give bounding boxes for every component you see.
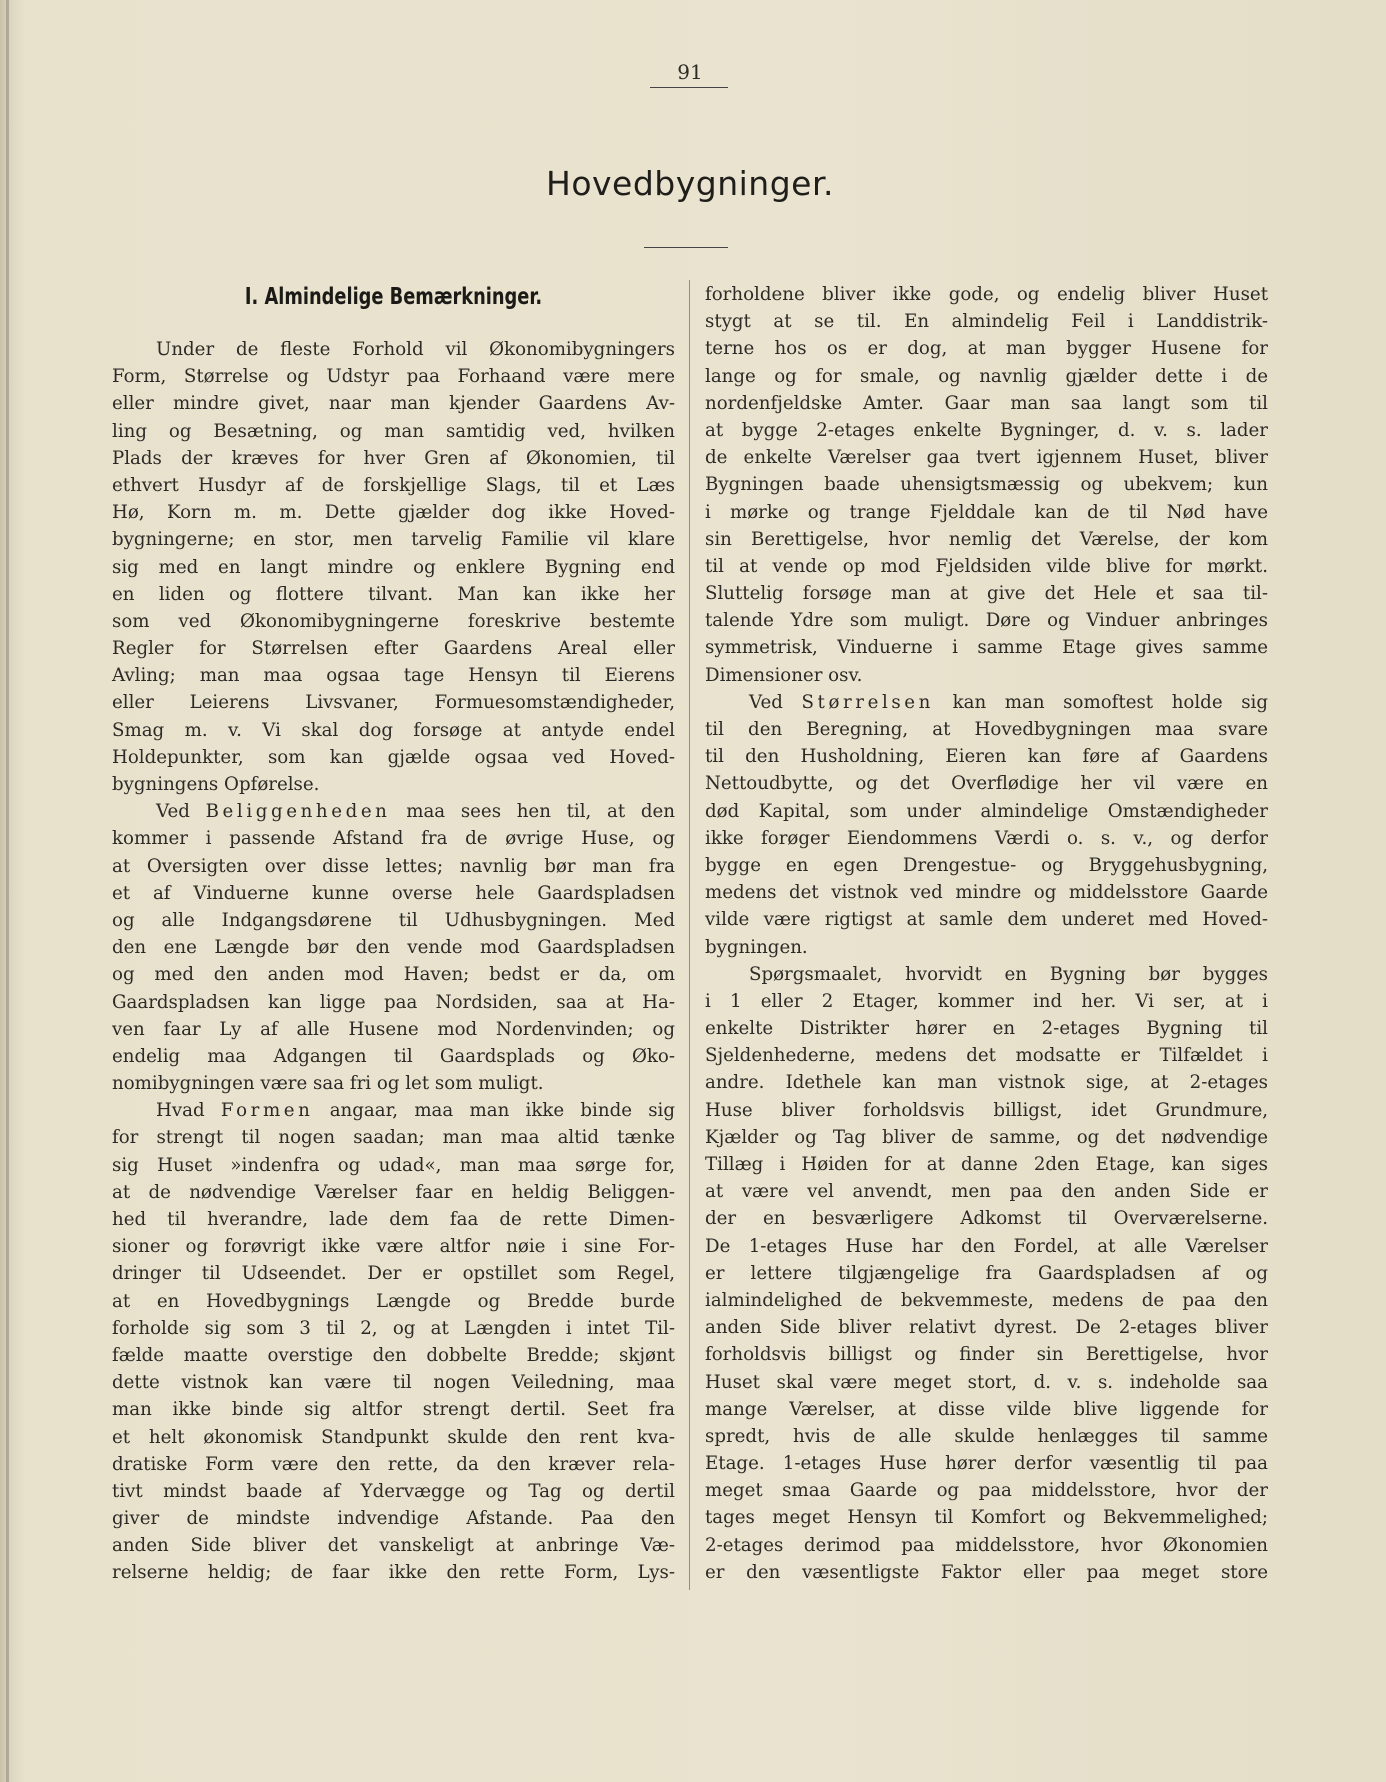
text-line: Tillæg i Høiden for at danne 2den Etage, kan siges	[705, 1154, 1268, 1175]
right-column	[705, 281, 1268, 1586]
text-line: giver de mindste indvendige Afstande. Paa den	[112, 1508, 675, 1530]
text-line: endelig maa Adgangen til Gaardsplads og Øko-	[112, 1045, 675, 1067]
text-line: sioner og forøvrigt ikke være altfor nøie i sine For-	[112, 1236, 675, 1258]
text-line: til den Beregning, at Hovedbygningen maa svare	[705, 719, 1268, 740]
text-line: at en Hovedbygnings Længde og Bredde burde	[112, 1290, 675, 1312]
text-line: man ikke binde sig altfor strengt dertil. Seet fra	[112, 1399, 675, 1421]
text-line: Hø, Korn m. m. Dette gjælder dog ikke Hoved-	[112, 502, 675, 524]
text-line: og alle Indgangsdørene til Udhusbygningen. Med	[112, 909, 675, 931]
text-line: at Oversigten over disse lettes; navnlig bør man fra	[112, 855, 675, 877]
text-line: et helt økonomisk Standpunkt skulde den rent kva-	[112, 1426, 675, 1448]
text-line: tages meget Hensyn til Komfort og Bekvemmelighed;	[705, 1507, 1268, 1529]
text-line: Plads der kræves for hver Gren af Økonomien, til	[112, 447, 675, 469]
text-line: Holdepunkter, som kan gjælde ogsaa ved Hoved-	[112, 746, 675, 768]
text-line: og med den anden mod Haven; bedst er da, om	[112, 964, 675, 986]
text-line: ethvert Husdyr af de forskjellige Slags, til et Læs	[112, 474, 675, 496]
text-line: bygge en egen Drengestue- og Bryggehusbygning,	[705, 854, 1268, 876]
text-line: dratiske Form være den rette, da den kræver rela-	[112, 1453, 675, 1475]
text-line: Smag m. v. Vi skal dog forsøge at antyde endel	[112, 719, 675, 741]
text-line: til at vende op mod Fjeldsiden vilde blive for mørkt.	[705, 555, 1268, 577]
text-line: anden Side bliver relativt dyrest. De 2-etages bliver	[705, 1317, 1268, 1339]
text-line: er lettere tilgjængelige fra Gaardspladsen af og	[705, 1262, 1268, 1284]
text-line: eller mindre givet, naar man kjender Gaardens Av-	[112, 393, 675, 415]
text-line: forholdene bliver ikke gode, og endelig bliver Huset	[705, 284, 1268, 305]
text-line: de enkelte Værelser gaa tvert igjennem Huset, bliver	[705, 447, 1268, 469]
text-line: der en besværligere Adkomst til Overværelserne.	[705, 1208, 1268, 1230]
text-line: spredt, hvis de alle skulde henlægges til samme	[705, 1425, 1268, 1447]
text-line: død Kapital, som under almindelige Omstændigheder	[705, 800, 1268, 822]
text-line: ling og Besætning, og man samtidig ved, hvilken	[112, 420, 675, 442]
text-line: den ene Længde bør den vende mod Gaardspladsen	[112, 937, 675, 959]
text-line: Bygningen baade uhensigtsmæssig og ubekvem; kun	[705, 474, 1268, 496]
text-line: enkelte Distrikter hører en 2-etages Bygning til	[705, 1018, 1268, 1040]
text-line: Gaardspladsen kan ligge paa Nordsiden, saa at Ha-	[112, 991, 675, 1013]
text-line: lange og for smale, og navnlig gjælder dette i de	[705, 365, 1268, 387]
text-line: Ved Beliggenheden maa sees hen til, at den	[156, 801, 676, 823]
text-line: sig med en langt mindre og enklere Bygning end	[112, 556, 675, 578]
text-line: bygningen.	[705, 936, 808, 958]
text-line: terne hos os er dog, at man bygger Husene for	[705, 338, 1268, 360]
text-line: vilde være rigtigst at samle dem underet med Hoved-	[705, 909, 1268, 931]
text-line: en liden og flottere tilvant. Man kan ikke her	[112, 583, 675, 605]
text-line: for strengt til nogen saadan; man maa altid tænke	[112, 1127, 675, 1149]
text-line: De 1-etages Huse har den Fordel, at alle Værelser	[705, 1235, 1268, 1257]
text-line: hed til hverandre, lade dem faa de rette Dimen-	[112, 1209, 675, 1230]
text-line: ven faar Ly af alle Husene mod Nordenvinden; og	[112, 1018, 675, 1040]
text-line: Ved Størrelsen kan man somoftest holde sig	[749, 691, 1268, 713]
text-line: nomibygningen være saa fri og let som muligt.	[112, 1073, 544, 1095]
right-column-text	[705, 281, 1268, 1586]
text-line: medens det vistnok ved mindre og middelsstore Gaarde	[705, 882, 1268, 904]
text-line: Regler for Størrelsen efter Gaardens Areal eller	[112, 638, 675, 660]
text-line: at bygge 2-etages enkelte Bygninger, d. v. s. lader	[705, 419, 1268, 441]
text-line: dette vistnok kan være til nogen Veiledning, maa	[112, 1372, 675, 1394]
left-column	[112, 284, 675, 1587]
text-line: fælde maatte overstige den dobbelte Bredde; skjønt	[112, 1344, 675, 1366]
text-line: Dimensioner osv.	[705, 664, 863, 686]
text-line: kommer i passende Afstand fra de øvrige Huse, og	[112, 828, 675, 850]
text-line: relserne heldig; de faar ikke den rette Form, Lys-	[112, 1562, 675, 1584]
text-line: bygningerne; en stor, men tarvelig Familie vil klare	[112, 529, 675, 551]
page-number-rule	[650, 87, 728, 88]
text-line: andre. Idethele kan man vistnok sige, at 2-etages	[705, 1072, 1268, 1094]
text-line: Spørgsmaalet, hvorvidt en Bygning bør bygges	[749, 963, 1268, 985]
text-line: et af Vinduerne kunne overse hele Gaardspladsen	[112, 882, 675, 904]
page-title: Hovedbygninger.	[546, 164, 834, 203]
left-column-text	[112, 336, 675, 1587]
page-number: 91	[677, 60, 703, 84]
text-line: meget smaa Gaarde og paa middelsstore, hvor der	[705, 1480, 1268, 1502]
text-line: forholdsvis billigst og finder sin Berettigelse, hvor	[705, 1344, 1268, 1366]
title-rule	[644, 247, 728, 248]
text-line: ialmindelighed de bekvemmeste, medens de paa den	[705, 1289, 1268, 1311]
text-line: ikke forøger Eiendommens Værdi o. s. v., og derfor	[705, 827, 1268, 849]
text-line: Huset skal være meget stort, d. v. s. indeholde saa	[705, 1371, 1268, 1393]
text-line: dringer til Udseendet. Der er opstillet som Regel,	[112, 1263, 675, 1285]
text-line: Sluttelig forsøge man at give det Hele et saa til-	[705, 583, 1268, 605]
text-line: Etage. 1-etages Huse hører derfor væsentlig til paa	[705, 1453, 1268, 1475]
text-line: at være vel anvendt, men paa den anden Side er	[705, 1181, 1268, 1203]
text-line: som ved Økonomibygningerne foreskrive bestemte	[112, 610, 675, 632]
text-line: Form, Størrelse og Udstyr paa Forhaand være mere	[112, 366, 675, 388]
text-line: mange Værelser, at disse vilde blive liggende for	[705, 1398, 1268, 1420]
text-line: bygningens Opførelse.	[112, 774, 320, 795]
text-line: stygt at se til. En almindelig Feil i Landdistrik-	[705, 311, 1268, 333]
text-line: eller Leierens Livsvaner, Formuesomstændigheder,	[112, 692, 675, 714]
text-line: anden Side bliver det vanskeligt at anbringe Væ-	[112, 1535, 675, 1557]
text-line: Avling; man maa ogsaa tage Hensyn til Eierens	[112, 665, 675, 687]
text-line: Hvad Formen angaar, maa man ikke binde sig	[156, 1100, 676, 1122]
text-line: talende Ydre som muligt. Døre og Vinduer anbringes	[705, 610, 1268, 632]
text-line: symmetrisk, Vinduerne i samme Etage gives samme	[705, 637, 1268, 659]
text-line: er den væsentligste Faktor eller paa meget store	[705, 1561, 1268, 1583]
text-line: Huse bliver forholdsvis billigst, idet Grundmure,	[705, 1099, 1268, 1121]
column-divider	[689, 280, 690, 1590]
section-heading: I. Almindelige Bemærkninger.	[244, 284, 543, 310]
text-line: forholde sig som 3 til 2, og at Længden i intet Til-	[112, 1317, 675, 1339]
text-line: nordenfjeldske Amter. Gaar man saa langt som til	[705, 392, 1268, 414]
text-line: at de nødvendige Værelser faar en heldig Beliggen-	[112, 1181, 675, 1203]
text-line: i 1 eller 2 Etager, kommer ind her. Vi ser, at i	[705, 990, 1268, 1012]
text-line: sin Berettigelse, hvor nemlig det Værelse, der kom	[705, 528, 1268, 550]
text-line: sig Huset »indenfra og udad«, man maa sørge for,	[112, 1154, 675, 1176]
text-line: Under de fleste Forhold vil Økonomibygningers	[156, 339, 675, 360]
text-line: Sjeldenhederne, medens det modsatte er Tilfældet i	[705, 1045, 1268, 1067]
text-line: Nettoudbytte, og det Overflødige her vil være en	[705, 773, 1268, 795]
book-spine-shadow	[6, 0, 9, 1782]
text-line: 2-etages derimod paa middelsstore, hvor Økonomien	[705, 1534, 1268, 1556]
text-line: i mørke og trange Fjelddale kan de til Nød have	[705, 501, 1268, 523]
text-line: tivt mindst baade af Ydervægge og Tag og dertil	[112, 1480, 675, 1502]
text-line: Kjælder og Tag bliver de samme, og det nødvendige	[705, 1126, 1268, 1148]
text-line: til den Husholdning, Eieren kan føre af Gaardens	[705, 746, 1268, 768]
